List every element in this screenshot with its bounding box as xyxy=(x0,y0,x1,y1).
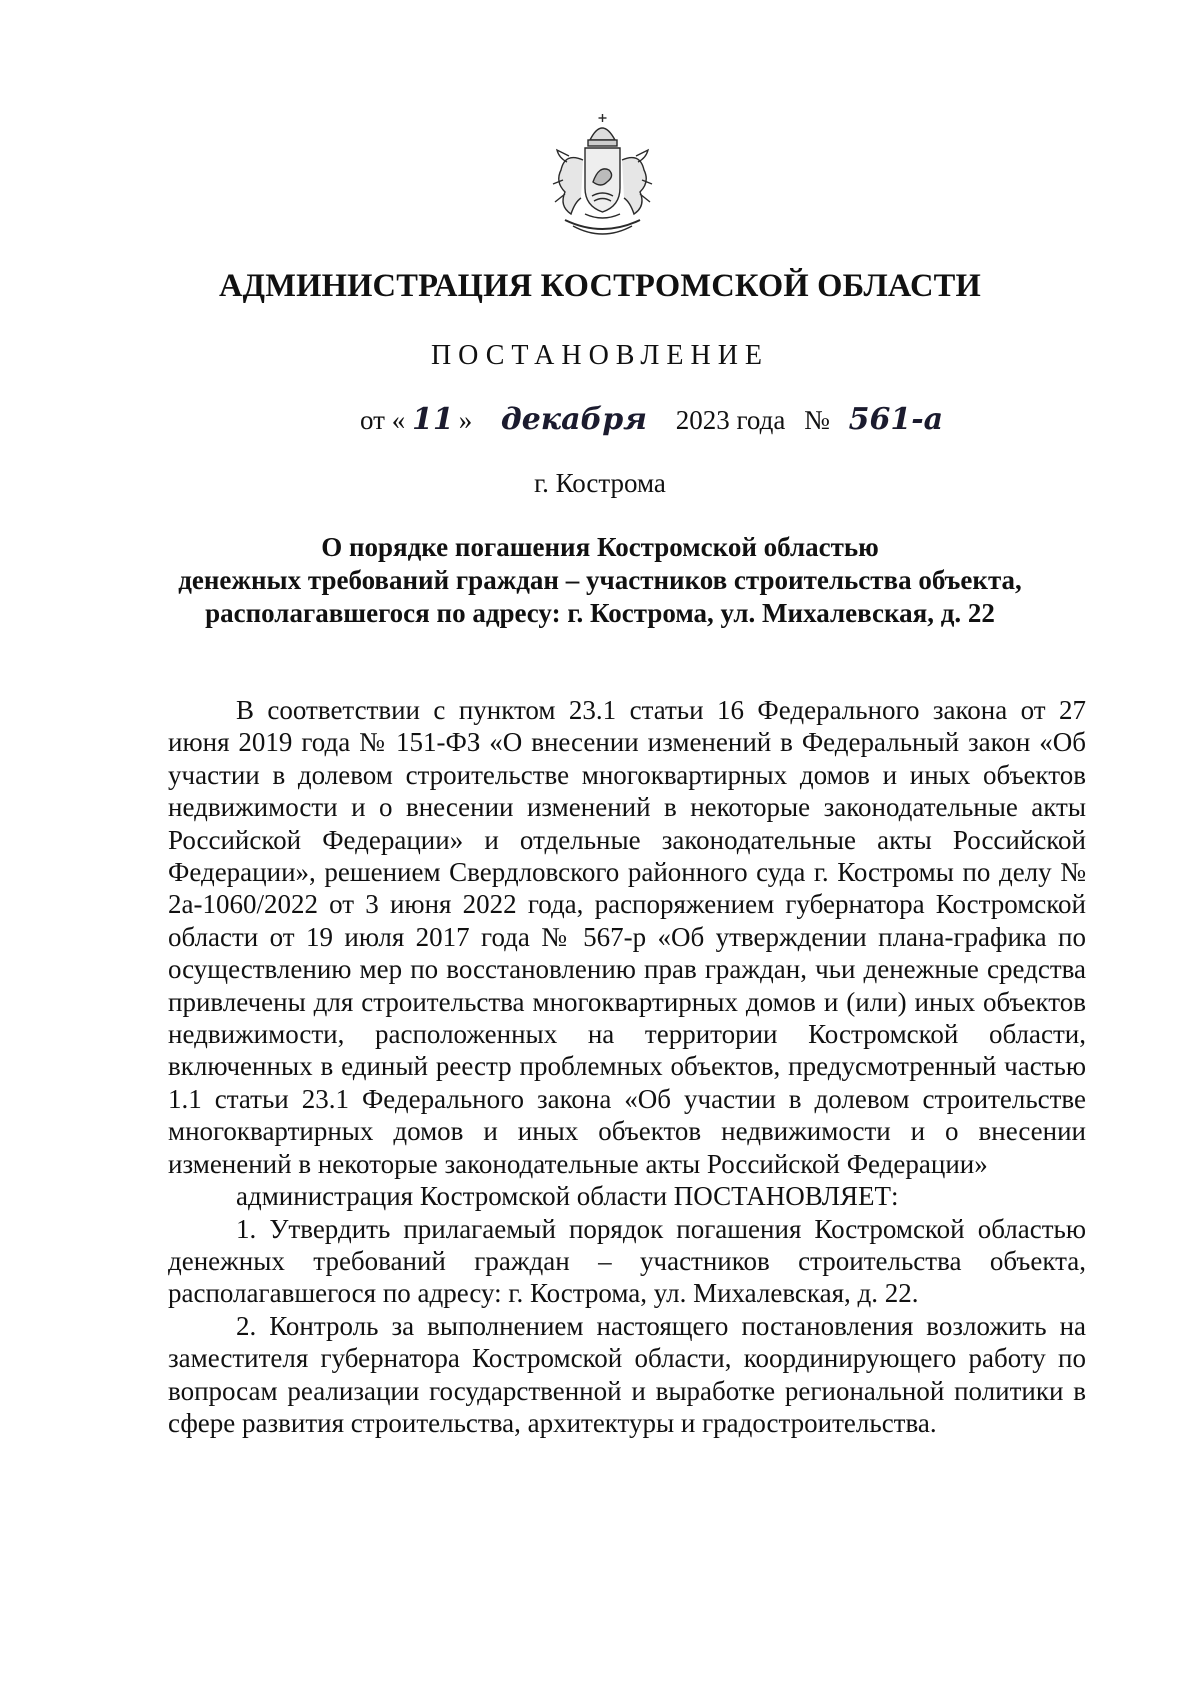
resolution-statement: администрация Костромской области ПОСТАНОВЛЯЕТ: xyxy=(236,1181,899,1212)
handwritten-doc-number: 561-а xyxy=(848,402,944,437)
handwritten-day: 11 xyxy=(411,402,454,437)
document-subject xyxy=(150,531,1050,630)
subject-line-3: располагавшегося по адресу: г. Кострома, ул. Михалевская, д. 22 xyxy=(205,598,995,628)
dateline-year: 2023 года xyxy=(675,405,786,435)
subject-line-2: денежных требований граждан – участников строительства объекта, xyxy=(178,565,1022,595)
dateline-quote-close: » xyxy=(458,405,473,435)
subject-line-1: О порядке погашения Костромской областью xyxy=(321,532,879,562)
clause-2: 2. Контроль за выполнением настоящего постановления возложить на заместителя губернатора Костромской области, координирующего работу по вопросам реализации государственной и выработке региональной политики в сфере развития строительства, архитектуры и градостроительства. xyxy=(168,1310,1086,1438)
city-line: г. Кострома xyxy=(534,468,666,498)
document-type: ПОСТАНОВЛЕНИЕ xyxy=(430,340,770,371)
org-title: АДМИНИСТРАЦИЯ КОСТРОМСКОЙ ОБЛАСТИ xyxy=(219,268,981,304)
handwritten-month: декабря xyxy=(500,402,648,437)
number-sign: № xyxy=(804,405,830,435)
document-dateline xyxy=(360,402,943,437)
clause-1: 1. Утвердить прилагаемый порядок погашения Костромской областью денежных требований граждан – участников строительства объекта, располагавшегося по адресу: г. Кострома, ул. Михалевская, д. 22. xyxy=(168,1213,1086,1309)
coat-of-arms-icon xyxy=(545,110,660,245)
preamble-paragraph: В соответствии с пунктом 23.1 статьи 16 Федерального закона от 27 июня 2019 года № 151-ФЗ «О внесении изменений в Федеральный закон «Об участии в долевом строительстве многоквартирных домов и иных объектов недвижимости и о внесении изменений в некоторые законодательные акты Российской Федерации» и отдельные законодательные акты Российской Федерации», решением Свердловского районного суда г. Костромы по делу № 2а-1060/2022 от 3 июня 2022 года, распоряжением губернатора Костромской области от 19 июля 2017 года № 567-р «Об утверждении плана-графика по осуществлению мер по восстановлению прав граждан, чьи денежные средства привлечены для строительства многоквартирных домов и (или) иных объектов недвижимости, расположенных на территории Костромской области, включенных в единый реестр проблемных объектов, предусмотренный частью 1.1 статьи 23.1 Федерального закона «Об участии в долевом строительстве многоквартирных домов и иных объектов недвижимости и о внесении изменений в некоторые законодательные акты Российской Федерации» xyxy=(168,695,1086,1179)
document-body xyxy=(168,694,1086,1439)
dateline-prefix: от « xyxy=(360,405,406,435)
